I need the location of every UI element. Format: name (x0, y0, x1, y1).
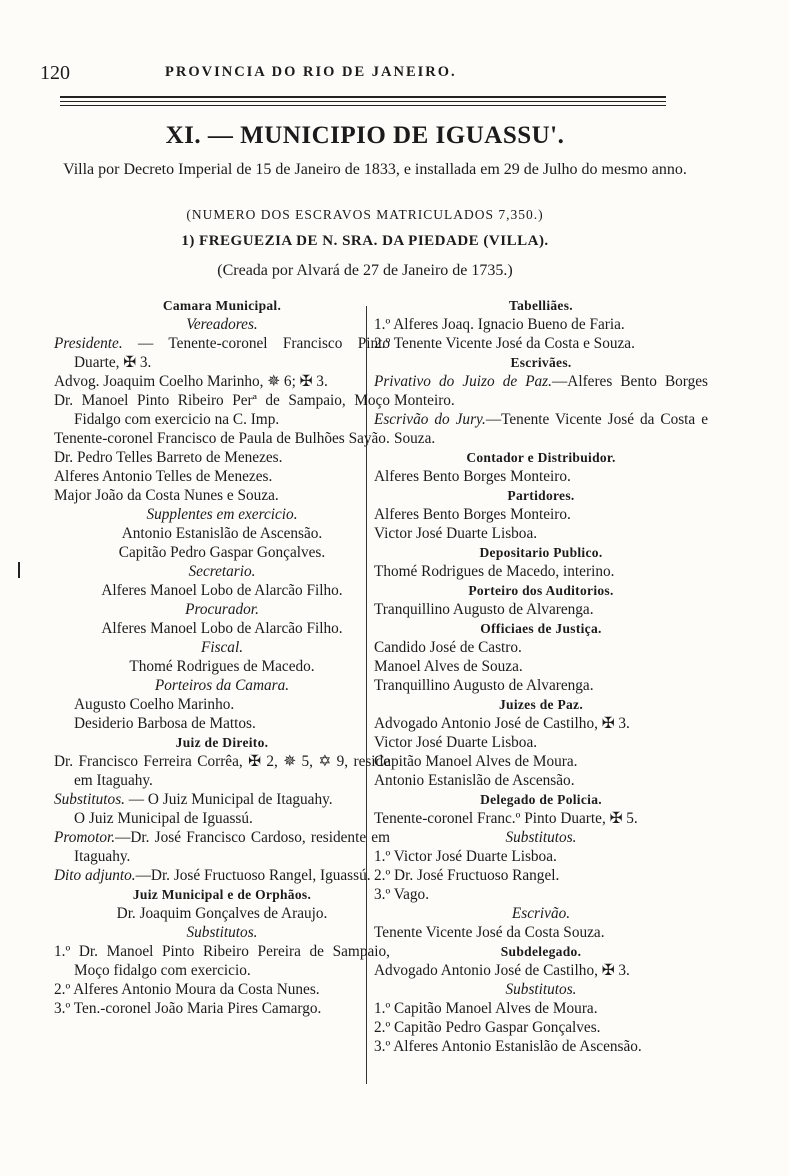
vereador-entry: Major João da Costa Nunes e Souza. (54, 487, 279, 504)
subdelegado-substituto-entry: 2.º Capitão Pedro Gaspar Gonçalves. (374, 1019, 601, 1036)
juiz-direito-entry: Dr. Francisco Ferreira Corrêa, ✠ 2, ✵ 5, ✡ 9, reside em Itaguahy. (54, 753, 390, 789)
subdelegado-substitutos-heading: Substitutos. (505, 981, 577, 998)
supplentes-heading: Supplentes em exercicio. (146, 506, 298, 523)
promotor-text: —Dr. José Francisco Cardoso, residente em Itaguahy. (74, 829, 390, 865)
villa-note: Villa por Decreto Imperial de 15 de Janeiro de 1833, e installada em 29 de Julho do mesmo anno. (63, 161, 687, 178)
oficial-entry: Tranquillino Augusto de Alvarenga. (374, 677, 594, 694)
subdelegado-substituto-entry: 3.º Alferes Antonio Estanislão de Ascensão. (374, 1038, 642, 1055)
porteiro-auditorios-entry: Tranquillino Augusto de Alvarenga. (374, 601, 594, 618)
adjunto-entry (54, 866, 390, 885)
presidente-text: — Tenente-coronel Francisco Pinto Duarte, ✠ 3. (74, 335, 390, 371)
vereador-entry: Advog. Joaquim Coelho Marinho, ✵ 6; ✠ 3. (54, 373, 328, 390)
juizes-paz-heading: Juizes de Paz. (498, 697, 584, 712)
delegado-substituto-entry: 3.º Vago. (374, 886, 430, 903)
freguezia-title: 1) FREGUEZIA DE N. SRA. DA PIEDADE (VILLA). (181, 233, 549, 249)
subdelegado-substituto-entry: 1.º Capitão Manoel Alves de Moura. (374, 1000, 598, 1017)
procurador-entry: Alferes Manoel Lobo de Alarcão Filho. (101, 620, 343, 637)
substituto-entry: O Juiz Municipal de Iguassú. (74, 810, 253, 827)
vereador-entry: Tenente-coronel Francisco de Paula de Bulhões Sayão. (54, 430, 390, 447)
substituto-entry: 1.º Dr. Manoel Pinto Ribeiro Pereira de Sampaio, Moço fidalgo com exercicio. (54, 943, 390, 979)
porteiro-auditorios-heading: Porteiro dos Auditorios. (468, 583, 614, 598)
juiz-municipal-entry: Dr. Joaquim Gonçalves de Araujo. (116, 905, 328, 922)
partidor-entry: Victor José Duarte Lisboa. (374, 525, 538, 542)
page-number: 120 (40, 62, 70, 84)
juiz-direito-heading: Juiz de Direito. (175, 735, 269, 750)
delegado-heading: Delegado de Policia. (480, 792, 602, 807)
tabelliao-entry: 2.º Tenente Vicente José da Costa e Souza. (374, 335, 635, 352)
left-column (54, 296, 390, 1018)
subdelegado-heading: Subdelegado. (500, 944, 582, 959)
header-rules (60, 96, 666, 109)
juiz-paz-entry: Victor José Duarte Lisboa. (374, 734, 538, 751)
vereador-entry: Dr. Pedro Telles Barreto de Menezes. (54, 449, 283, 466)
secretario-entry: Alferes Manoel Lobo de Alarcão Filho. (101, 582, 343, 599)
escravos-note: (NUMERO DOS ESCRAVOS MATRICULADOS 7,350.) (186, 207, 544, 222)
delegado-entry: Tenente-coronel Franc.º Pinto Duarte, ✠ 5. (374, 810, 638, 827)
substitutos-heading: Substitutos. (186, 924, 258, 941)
juiz-paz-entry: Antonio Estanislão de Ascensão. (374, 772, 575, 789)
presidente-entry (54, 334, 390, 372)
juiz-municipal-heading: Juiz Municipal e de Orphãos. (132, 887, 312, 902)
delegado-substituto-entry: 1.º Victor José Duarte Lisboa. (374, 848, 557, 865)
oficial-entry: Manoel Alves de Souza. (374, 658, 523, 675)
porteiros-heading: Porteiros da Camara. (154, 677, 290, 694)
partidores-heading: Partidores. (507, 488, 575, 503)
substitutos-label: Substitutos. (54, 791, 125, 808)
juiz-paz-entry: Advogado Antonio José de Castilho, ✠ 3. (374, 715, 630, 732)
substitutos-entry (54, 790, 390, 809)
creada-note: (Creada por Alvará de 27 de Janeiro de 1735.) (217, 262, 513, 279)
vereador-entry: Alferes Antonio Telles de Menezes. (54, 468, 273, 485)
adjunto-label: Dito adjunto. (54, 867, 136, 884)
escrivao-heading: Escrivão. (511, 905, 571, 922)
depositario-entry: Thomé Rodrigues de Macedo, interino. (374, 563, 615, 580)
municipio-title: XI. — MUNICIPIO DE IGUASSU'. (165, 122, 565, 149)
porteiro-entry: Augusto Coelho Marinho. (74, 696, 235, 713)
subdelegado-entry: Advogado Antonio José de Castilho, ✠ 3. (374, 962, 630, 979)
fiscal-entry: Thomé Rodrigues de Macedo. (129, 658, 315, 675)
delegado-substituto-entry: 2.º Dr. José Fructuoso Rangel. (374, 867, 560, 884)
margin-mark (18, 562, 20, 578)
camara-heading: Camara Municipal. (162, 298, 282, 313)
supplente-entry: Capitão Pedro Gaspar Gonçalves. (118, 544, 326, 561)
running-header (40, 62, 670, 84)
delegado-substitutos-heading: Substitutos. (505, 829, 577, 846)
running-title: PROVINCIA DO RIO DE JANEIRO. (165, 64, 457, 80)
presidente-label: Presidente. (54, 335, 123, 352)
promotor-entry (54, 828, 390, 866)
jury-text: —Tenente Vicente José da Costa e Souza. (394, 411, 708, 447)
jury-entry (374, 410, 708, 448)
privativo-label: Privativo do Juizo de Paz. (374, 373, 552, 390)
jury-label: Escrivão do Jury. (374, 411, 486, 428)
contador-entry: Alferes Bento Borges Monteiro. (374, 468, 571, 485)
privativo-entry (374, 372, 708, 410)
tabelliao-entry: 1.º Alferes Joaq. Ignacio Bueno de Faria. (374, 316, 625, 333)
vereadores-heading: Vereadores. (186, 316, 258, 333)
privativo-text: —Alferes Bento Borges Monteiro. (394, 373, 709, 409)
juiz-paz-entry: Capitão Manoel Alves de Moura. (374, 753, 578, 770)
partidor-entry: Alferes Bento Borges Monteiro. (374, 506, 571, 523)
tabelliaes-heading: Tabelliães. (509, 298, 573, 313)
substituto-entry: 2.º Alferes Antonio Moura da Costa Nunes. (54, 981, 320, 998)
escrivaes-heading: Escrivães. (510, 355, 572, 370)
supplente-entry: Antonio Estanislão de Ascensão. (121, 525, 323, 542)
fiscal-heading: Fiscal. (200, 639, 244, 656)
officiaes-heading: Officiaes de Justiça. (480, 621, 602, 636)
promotor-label: Promotor. (54, 829, 116, 846)
depositario-heading: Depositario Publico. (479, 545, 603, 560)
escrivao-entry: Tenente Vicente José da Costa Souza. (374, 924, 605, 941)
oficial-entry: Candido José de Castro. (374, 639, 522, 656)
procurador-heading: Procurador. (185, 601, 259, 618)
porteiro-entry: Desiderio Barbosa de Mattos. (74, 715, 256, 732)
adjunto-text: —Dr. José Fructuoso Rangel, Iguassú. (135, 867, 371, 884)
right-column (374, 296, 708, 1056)
secretario-heading: Secretario. (188, 563, 256, 580)
substituto-entry: 3.º Ten.-coronel João Maria Pires Camargo. (54, 1000, 322, 1017)
vereador-entry: Dr. Manoel Pinto Ribeiro Perª de Sampaio, Moço Fidalgo com exercicio na C. Imp. (54, 392, 390, 428)
contador-heading: Contador e Distribuidor. (466, 450, 616, 465)
substitutos-text: — O Juiz Municipal de Itaguahy. (124, 791, 333, 808)
